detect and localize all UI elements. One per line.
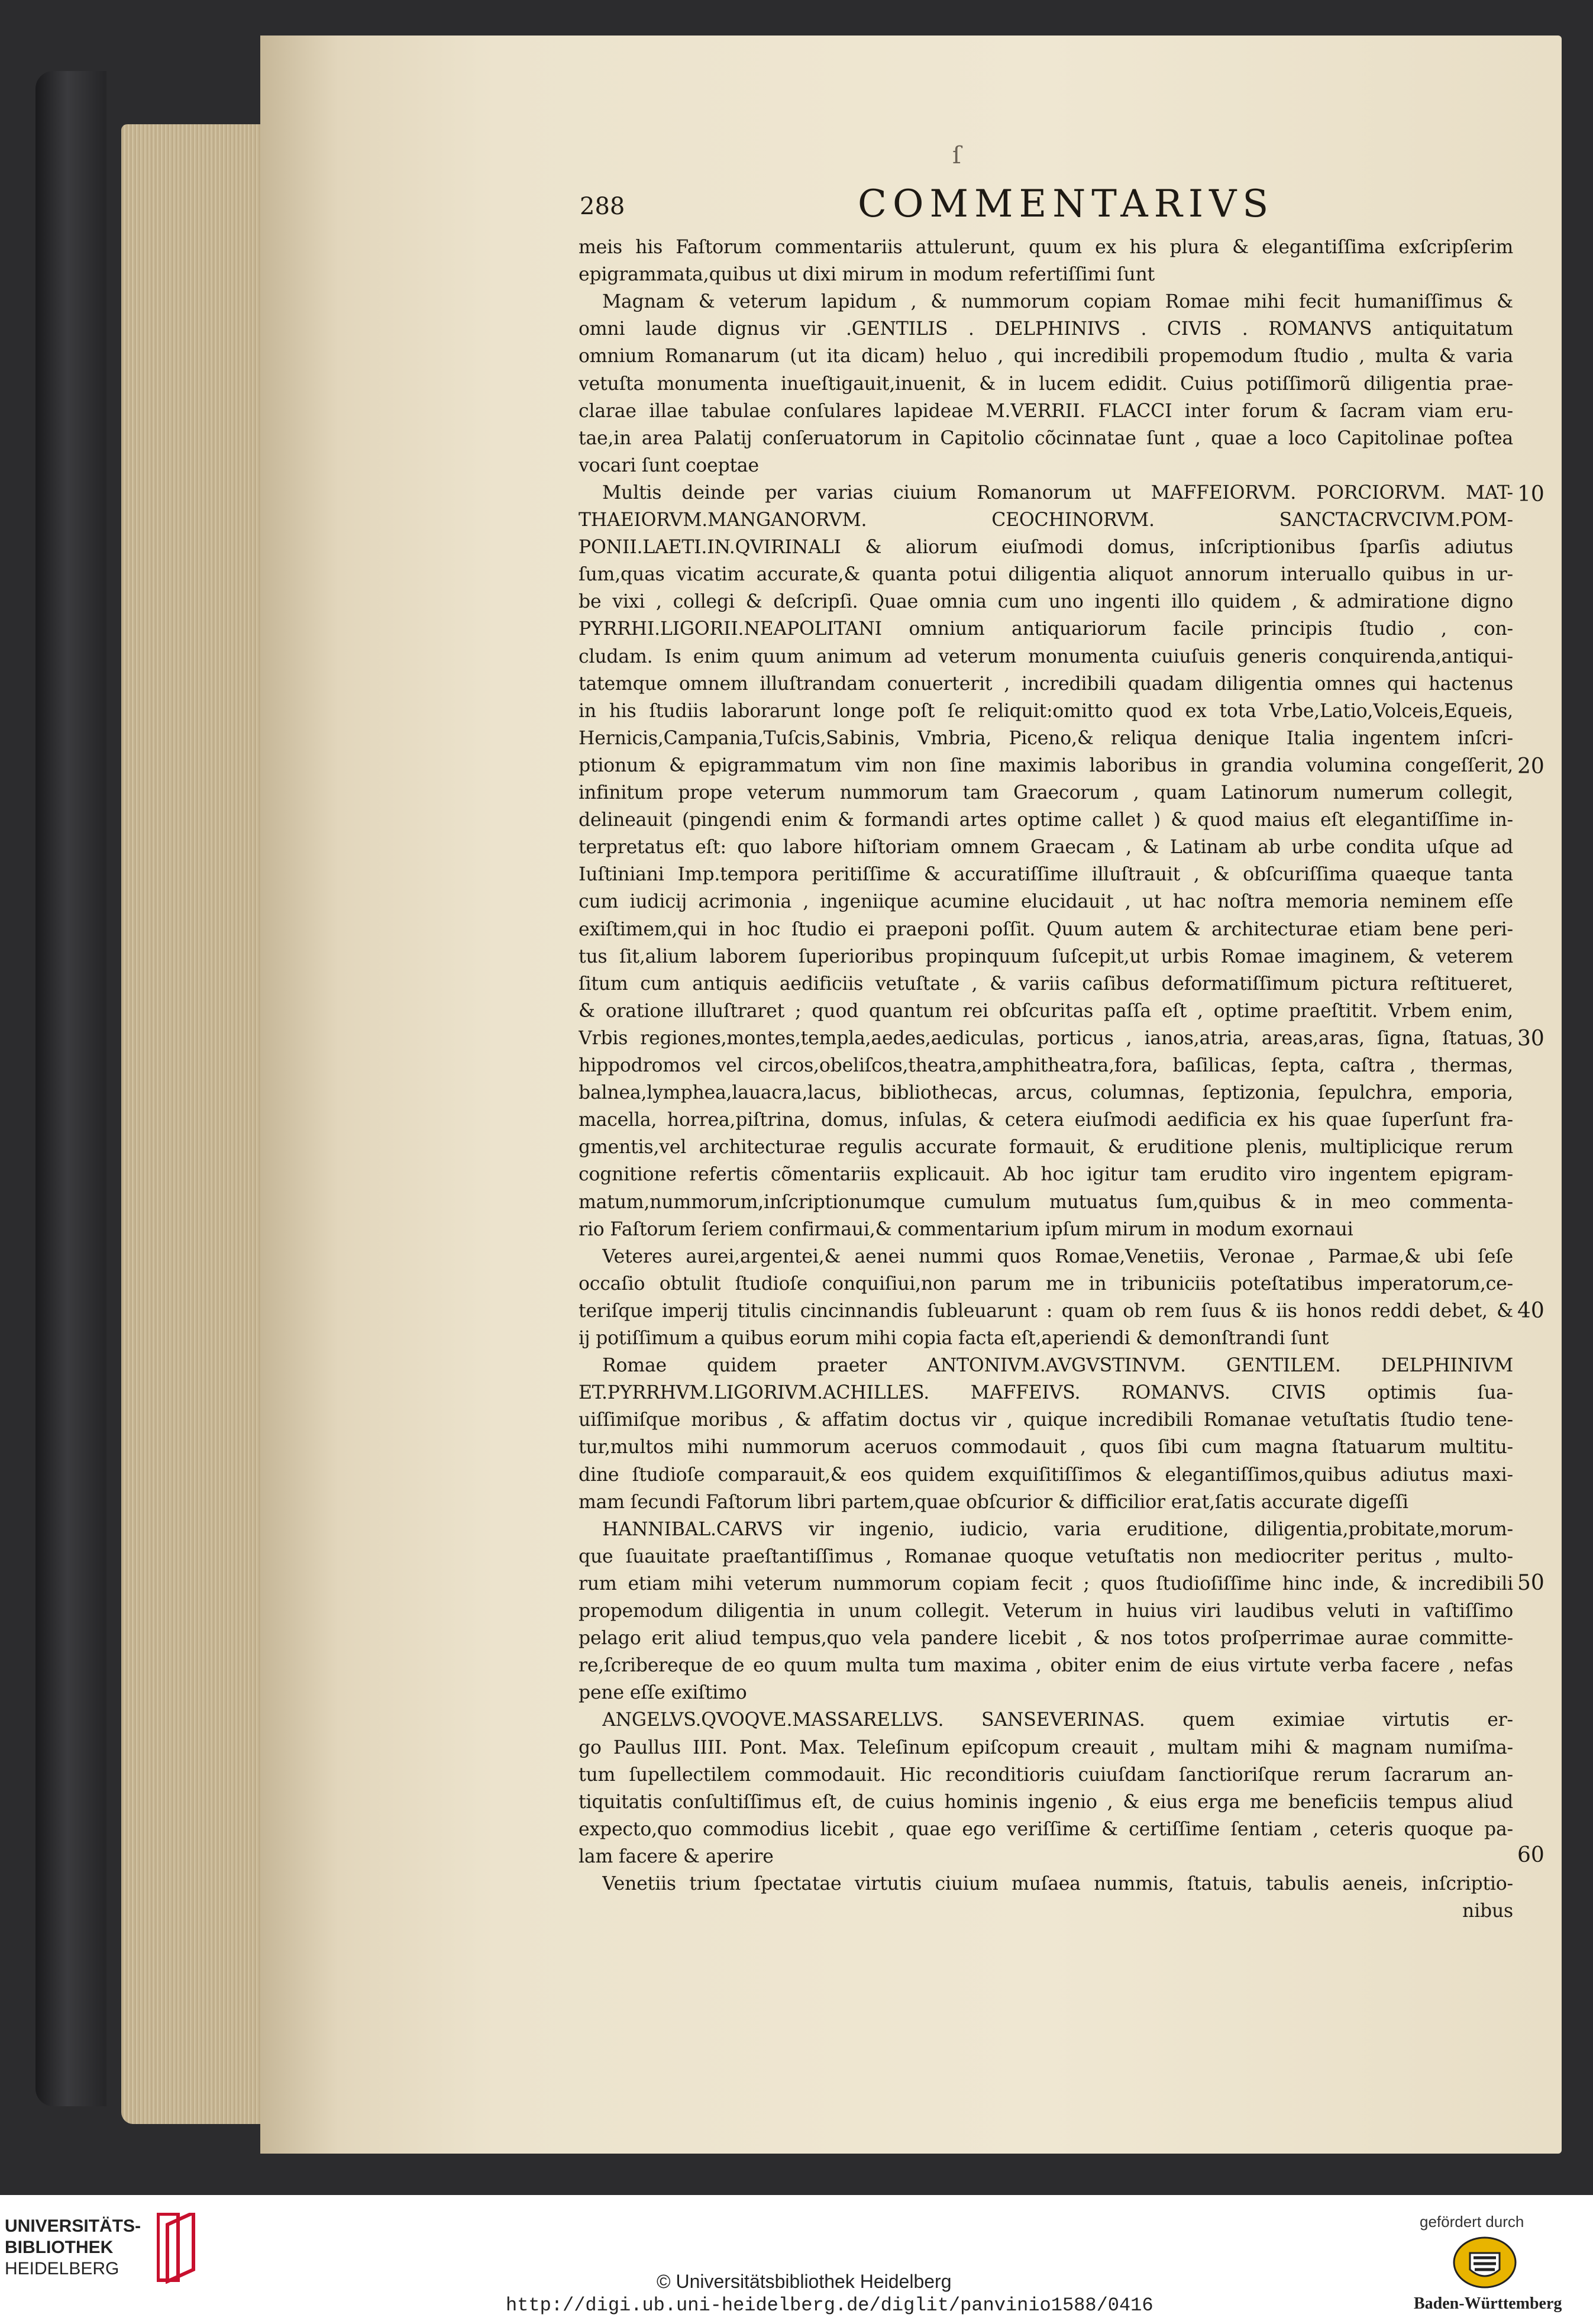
text-line: infinitum prope veterum nummorum tam Graecorum , quam Latinorum numerum collegit, <box>579 782 1513 803</box>
text-line: que ſuauitate praeſtantiſſimus , Romanae quoque vetuſtatis non mediocriter peritus , multo- <box>579 1545 1513 1567</box>
text-line: rio Faſtorum ſeriem confirmaui,& commentarium ipſum mirum in modum exornaui <box>579 1218 1353 1240</box>
margin-line-number: 20 <box>1517 754 1544 779</box>
text-line: ET.PYRRHVM.LIGORIVM.ACHILLES. MAFFEIVS. ROMANVS. CIVIS optimis ſua- <box>579 1382 1513 1404</box>
text-line: epigrammata,quibus ut dixi mirum in modum refertiſſimi ſunt <box>579 264 1155 286</box>
text-line: Vrbis regiones,montes,templa,aedes,aediculas, porticus , ianos,atria, areas,aras, ſigna, ſtatuas, <box>579 1027 1513 1049</box>
margin-line-number: 10 <box>1517 482 1544 506</box>
text-line: ſitum cum antiquis aedificiis vetuſtate , & variis caſibus deformatiſſimum pictura reſtitueret, <box>579 973 1513 995</box>
state-crest-icon <box>1452 2235 1517 2290</box>
permalink-url[interactable]: http://digi.ub.uni-heidelberg.de/diglit/panvinio1588/0416 <box>506 2294 1153 2316</box>
text-line: macella, horrea,piſtrina, domus, inſulas, & cetera eiuſmodi aedificia ex his quae ſuperſunt fra- <box>579 1109 1513 1131</box>
library-name-line: UNIVERSITÄTS- <box>5 2216 141 2236</box>
text-line: Hernicis,Campania,Tuſcis,Sabinis, Vmbria, Piceno,& reliqua denique Italia ingentem inſcri- <box>579 727 1513 749</box>
margin-line-number: 40 <box>1517 1299 1544 1323</box>
text-line: Venetiis trium ſpectatae virtutis ciuium muſaea nummis, ſtatuis, tabulis aeneis, inſcriptio- <box>602 1873 1513 1894</box>
library-name-line: HEIDELBERG <box>5 2259 119 2278</box>
text-line: Romae quidem praeter ANTONIVM.AVGVSTINVM. GENTILEM. DELPHINIVM <box>602 1355 1513 1377</box>
text-line: Magnam & veterum lapidum , & nummorum copiam Romae mihi fecit humaniſſimus & <box>602 291 1513 313</box>
text-line: terpretatus eſt: quo labore hiſtoriam omnem Graecam , & Latinam ab urbe condita uſque ad <box>579 837 1513 858</box>
text-line: exiſtimem,qui in hoc ſtudio ei praeponi poſſit. Quum autem & architecturae etiam bene peri- <box>579 918 1513 940</box>
text-line: expecto,quo commodius licebit , quae ego veriſſime & certiſſime ſentiam , ceteris quoque pa- <box>579 1818 1513 1840</box>
text-line: cum iudicij acrimonia , ingeniique acumine elucidauit , ut hac noſtra memoria neminem eſſe <box>579 891 1513 913</box>
text-line: matum,nummorum,inſcriptionumque cumulum mutuatus ſum,quibus & in meo commenta- <box>579 1191 1513 1213</box>
footer <box>0 2195 1593 2324</box>
text-line: mam ſecundi Faſtorum libri partem,quae obſcurior & difficilior erat,ſatis accurate digeſſi <box>579 1491 1408 1513</box>
text-line: ANGELVS.QVOQVE.MASSARELLVS. SANSEVERINAS. quem eximiae virtutis er- <box>602 1709 1513 1731</box>
text-line: ſum,quas vicatim accurate,& quanta potui diligentia aliquot annorum interuallo quibus in ur- <box>579 564 1513 586</box>
text-line: tatemque omnem illuſtrandam conuerterit , incredibili quadam diligentia omnes qui hactenus <box>579 673 1513 695</box>
text-line: PONII.LAETI.IN.QVIRINALI & aliorum eiuſmodi domus, inſcriptionibus ſparſis adiutus <box>579 537 1513 559</box>
text-block <box>579 235 1513 1922</box>
text-line: pelago erit aliud tempus,quo vela pandere licebit , & nos totos proſperrimae aurae committe- <box>579 1628 1513 1650</box>
text-line: omni laude dignus vir .GENTILIS . DELPHINIVS . CIVIS . ROMANVS antiquitatum <box>579 318 1513 340</box>
funded-by-label: gefördert durch <box>1420 2213 1524 2231</box>
text-line: Iuſtiniani Imp.tempora peritiſſime & accuratiſſime illuſtrauit , & obſcuriſſima quaeque tanta <box>579 864 1513 886</box>
state-name: Baden-Württemberg <box>1414 2294 1562 2313</box>
margin-line-number: 50 <box>1517 1571 1544 1595</box>
text-line: Multis deinde per varias ciuium Romanorum ut MAFFEIORVM. PORCIORVM. MAT- <box>602 482 1513 503</box>
text-line: tum ſupellectilem commodauit. Hic reconditioris cuiuſdam ſanctioriſque rerum ſacrarum an- <box>579 1764 1513 1786</box>
text-line: re,ſcribereque de eo quum multa tum maxima , obiter enim de eius virtute verba facere , nefas <box>579 1655 1513 1677</box>
library-name-line: BIBLIOTHEK <box>5 2238 114 2257</box>
text-line: pene eſſe exiſtimo <box>579 1682 747 1704</box>
text-line: uiſſimiſque moribus , & affatim doctus vir , quique incredibili Romanae vetuſtatis ſtudio tene- <box>579 1409 1513 1431</box>
text-line: go Paullus IIII. Pont. Max. Teleſinum epiſcopum creauit , multam mihi & magnam numiſma- <box>579 1736 1513 1758</box>
text-line: Veteres aurei,argentei,& aenei nummi quos Romae,Venetiis, Veronae , Parmae,& ubi ſeſe <box>602 1245 1513 1267</box>
text-line: teriſque imperij titulis cincinnandis ſubleuarunt : quam ob rem ſuus & iis honos reddi debet, & <box>579 1300 1513 1322</box>
text-line: dine ſtudioſe comparauit,& eos quidem exquiſitiſſimos & elegantiſſimos,quibus adiutus maxi- <box>579 1464 1513 1486</box>
text-line: rum etiam mihi veterum nummorum copiam fecit ; quos ſtudioſiſſime hinc inde, & incredibili <box>579 1573 1513 1594</box>
library-name <box>5 2216 153 2280</box>
page-number: 288 <box>580 193 625 220</box>
text-line: tae,in area Palatij conſeruatorum in Capitolio cõcinnatae ſunt , quae a loco Capitolinae poſtea <box>579 427 1513 449</box>
text-line: balnea,lymphea,lauacra,lacus, bibliothecas, arcus, columnas, ſeptizonia, ſepulchra, emporia, <box>579 1082 1513 1104</box>
text-line: meis his Faſtorum commentariis attulerunt, quum ex his plura & elegantiſſima exſcripſerim <box>579 237 1513 258</box>
margin-line-number: 30 <box>1517 1027 1544 1051</box>
margin-line-number: 60 <box>1517 1843 1544 1867</box>
text-line: cludam. Is enim quum animum ad veterum monumenta cuiuſuis generis conquirenda,antiqui- <box>579 645 1513 667</box>
text-line: tur,multos mihi nummorum aceruos commodauit , quos ſibi cum magna ſtatuarum multitu- <box>579 1437 1513 1458</box>
page-edges <box>121 124 275 2124</box>
text-line: vocari ſunt coeptae <box>579 454 759 476</box>
text-line: nibus <box>1462 1900 1513 1922</box>
text-line: PYRRHI.LIGORII.NEAPOLITANI omnium antiquariorum facile principis ſtudio , con- <box>579 618 1513 640</box>
page-header <box>580 182 1550 235</box>
library-logo-icon <box>157 2213 198 2284</box>
text-line: omnium Romanarum (ut ita dicam) heluo , qui incredibili propemodum ſtudio , multa & varia <box>579 346 1513 367</box>
text-line: ptionum & epigrammatum vim non ſine maximis laboribus in grandia volumina congeſſerit, <box>579 754 1513 776</box>
book-cover <box>35 71 106 2106</box>
text-line: delineauit (pingendi enim & formandi artes optime callet ) & quod maius eſt elegantiſſime in- <box>579 809 1513 831</box>
text-line: be vixi , collegi & deſcripſi. Quae omnia cum uno ingenti illo quidem , & admiratione digno <box>579 591 1513 613</box>
text-line: cognitione refertis cõmentariis explicauit. Ab hoc igitur tam erudito viro ingentem epigram- <box>579 1164 1513 1186</box>
ornament-mark: ſ <box>952 142 961 169</box>
text-line: propemodum diligentia in unum collegit. Veterum in huius viri laudibus veluti in vaſtiſſimo <box>579 1600 1513 1622</box>
text-line: lam facere & aperire <box>579 1845 774 1867</box>
running-head: COMMENTARIVS <box>858 182 1275 226</box>
text-line: occaſio obtulit ſtudioſe conquiſiui,non parum me in tribuniciis poteſtatibus imperatorum,ce- <box>579 1273 1513 1295</box>
text-line: tiquitatis conſultiſſimus eſt, de cuius hominis ingenio , & eius erga me beneficiis tempus aliud <box>579 1791 1513 1813</box>
text-line: clarae illae tabulae conſulares lapideae M.VERRII. FLACCI inter forum & ſacram viam eru- <box>579 400 1513 422</box>
text-line: tus ſit,alium laborem ſuperioribus propinquum ſuſcepit,ut urbis Romae imaginem, & veterem <box>579 945 1513 967</box>
text-line: HANNIBAL.CARVS vir ingenio, iudicio, varia eruditione, diligentia,probitate,morum- <box>602 1518 1513 1540</box>
text-line: THAEIORVM.MANGANORVM. CEOCHINORVM. SANCTACRVCIVM.POM- <box>579 509 1513 531</box>
text-line: gmentis,vel architecturae regulis accurate formauit, & eruditione plenis, multiplicique rerum <box>579 1137 1513 1158</box>
text-line: hippodromos vel circos,obeliſcos,theatra,amphitheatra,fora, baſilicas, ſepta, caſtra , thermas, <box>579 1055 1513 1076</box>
text-line: & oratione illuſtraret ; quod quantum rei obſcuritas paſſa eſt , optime praeſtitit. Vrbem enim, <box>579 1000 1513 1022</box>
copyright-notice: © Universitätsbibliothek Heidelberg <box>657 2271 952 2292</box>
text-line: vetuſta monumenta inueſtigauit,inuenit, & in lucem edidit. Cuius potiſſimorũ diligentia prae- <box>579 373 1513 395</box>
text-line: ij potiſſimum a quibus eorum mihi copia facta eſt,aperiendi & demonſtrandi ſunt <box>579 1328 1329 1349</box>
text-line: in his ſtudiis laborarunt longe poſt ſe reliquit:omitto quod ex tota Vrbe,Latio,Volceis,Equeis, <box>579 700 1513 722</box>
